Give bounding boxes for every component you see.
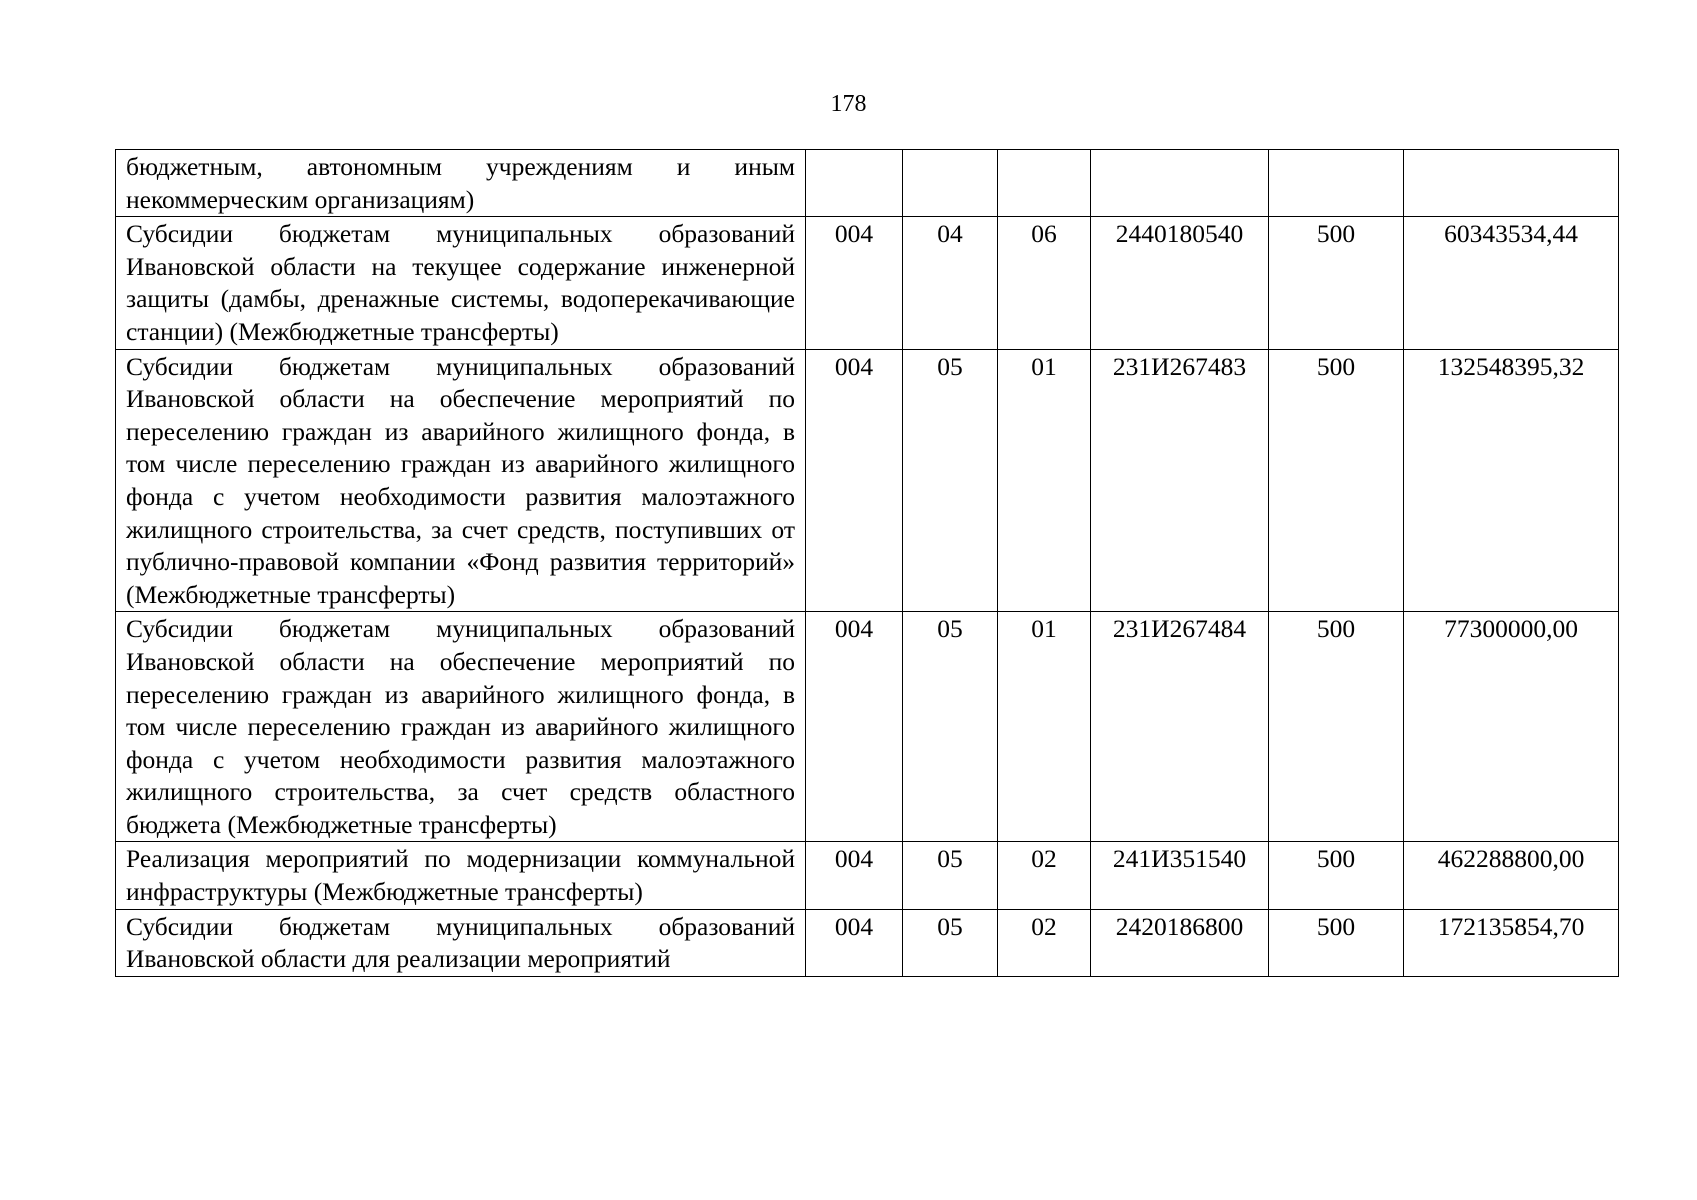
row-description: Субсидии бюджетам муниципальных образований Ивановской области на обеспечение мероприятий по переселению граждан из аварийного жилищного фонда, в том числе переселению граждан из аварийного жилищного фонда с учетом необходимости развития малоэтажного жилищного строительства, за счет средств областного бюджета (Межбюджетные трансферты) — [116, 612, 806, 842]
row-expense-type: 500 — [1269, 349, 1404, 612]
row-section-code: 05 — [903, 842, 998, 909]
row-expense-type: 500 — [1269, 909, 1404, 976]
row-ministry-code: 004 — [806, 842, 903, 909]
row-section-code — [903, 150, 998, 217]
row-amount — [1404, 150, 1619, 217]
row-amount: 132548395,32 — [1404, 349, 1619, 612]
row-description: Реализация мероприятий по модернизации коммунальной инфраструктуры (Межбюджетные трансферты) — [116, 842, 806, 909]
row-subsection-code: 01 — [998, 349, 1091, 612]
table-row — [116, 150, 1619, 217]
table-row — [116, 909, 1619, 976]
row-ministry-code: 004 — [806, 612, 903, 842]
row-section-code: 05 — [903, 909, 998, 976]
row-target-article: 241И351540 — [1091, 842, 1269, 909]
row-subsection-code: 01 — [998, 612, 1091, 842]
row-amount: 60343534,44 — [1404, 217, 1619, 349]
row-target-article: 231И267484 — [1091, 612, 1269, 842]
row-target-article: 2440180540 — [1091, 217, 1269, 349]
row-subsection-code: 02 — [998, 842, 1091, 909]
row-expense-type — [1269, 150, 1404, 217]
row-section-code: 05 — [903, 612, 998, 842]
table-row — [116, 842, 1619, 909]
budget-table — [115, 149, 1619, 977]
table-row — [116, 349, 1619, 612]
row-target-article: 231И267483 — [1091, 349, 1269, 612]
row-description: Субсидии бюджетам муниципальных образований Ивановской области на текущее содержание инженерной защиты (дамбы, дренажные системы, водоперекачивающие станции) (Межбюджетные трансферты) — [116, 217, 806, 349]
row-description: Субсидии бюджетам муниципальных образований Ивановской области на обеспечение мероприятий по переселению граждан из аварийного жилищного фонда, в том числе переселению граждан из аварийного жилищного фонда с учетом необходимости развития малоэтажного жилищного строительства, за счет средств, поступивших от публично-правовой компании «Фонд развития территорий» (Межбюджетные трансферты) — [116, 349, 806, 612]
row-expense-type: 500 — [1269, 612, 1404, 842]
row-ministry-code: 004 — [806, 909, 903, 976]
row-ministry-code: 004 — [806, 217, 903, 349]
row-expense-type: 500 — [1269, 217, 1404, 349]
row-amount: 172135854,70 — [1404, 909, 1619, 976]
page-number: 178 — [830, 91, 867, 117]
row-description: Субсидии бюджетам муниципальных образований Ивановской области для реализации мероприятий — [116, 909, 806, 976]
row-section-code: 04 — [903, 217, 998, 349]
row-expense-type: 500 — [1269, 842, 1404, 909]
table-row — [116, 612, 1619, 842]
table-row — [116, 217, 1619, 349]
row-description: бюджетным, автономным учреждениям и иным некоммерческим организациям) — [116, 150, 806, 217]
row-target-article: 2420186800 — [1091, 909, 1269, 976]
row-ministry-code — [806, 150, 903, 217]
row-subsection-code: 02 — [998, 909, 1091, 976]
row-amount: 77300000,00 — [1404, 612, 1619, 842]
row-section-code: 05 — [903, 349, 998, 612]
row-subsection-code — [998, 150, 1091, 217]
row-subsection-code: 06 — [998, 217, 1091, 349]
row-target-article — [1091, 150, 1269, 217]
row-ministry-code: 004 — [806, 349, 903, 612]
row-amount: 462288800,00 — [1404, 842, 1619, 909]
